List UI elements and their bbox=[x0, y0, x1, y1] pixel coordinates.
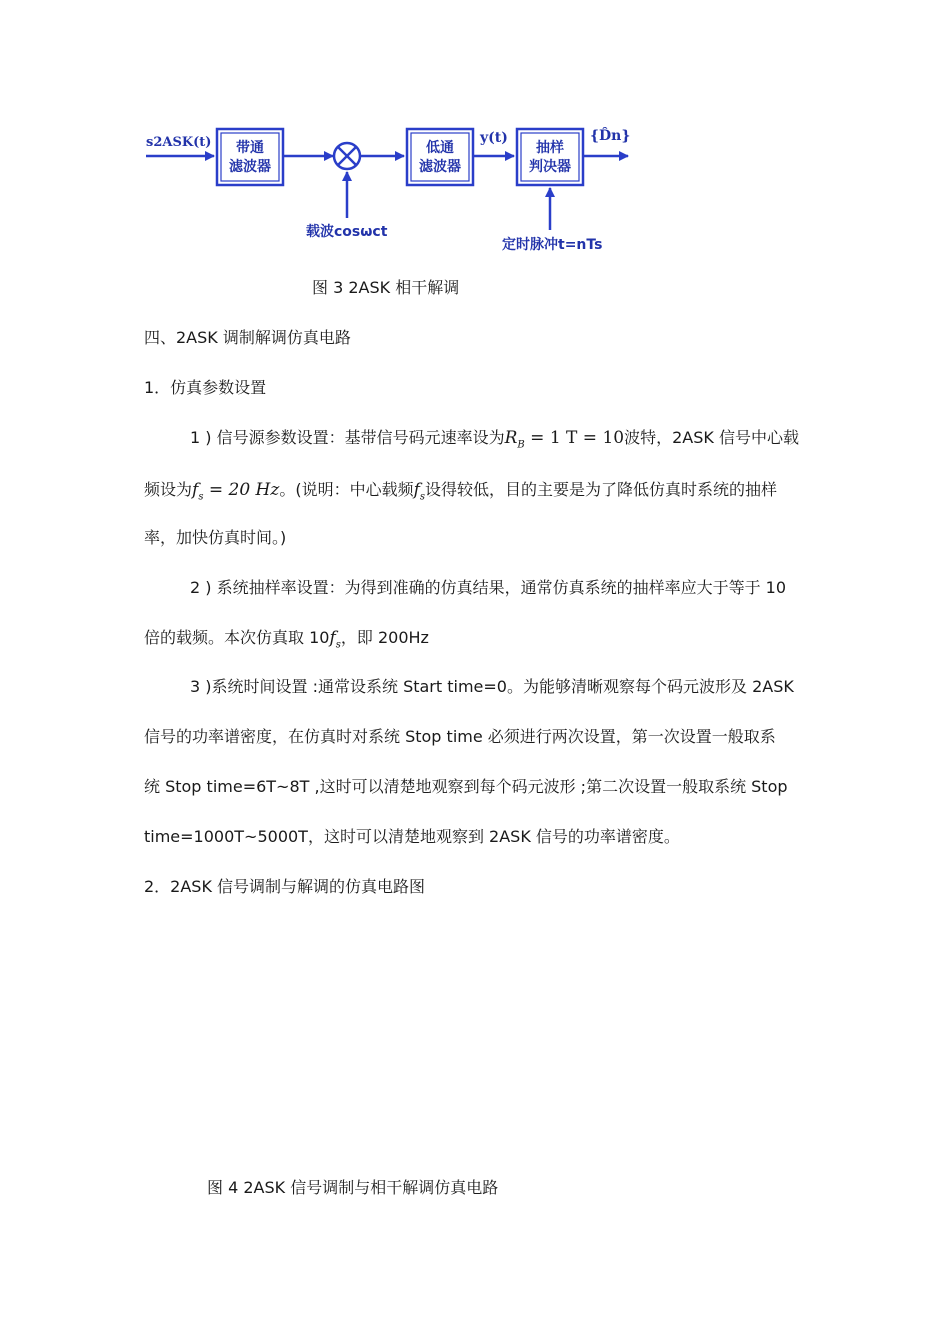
math-10fs: $f_s$ bbox=[329, 628, 341, 651]
sub2-title: 2．2ASK 信号调制与解调的仿真电路图 bbox=[144, 877, 426, 896]
math-rb: $R_B = 1$ T = 10 bbox=[504, 428, 625, 451]
lowpass-filter-box bbox=[407, 129, 473, 185]
section4-title: 四、2ASK 调制解调仿真电路 bbox=[144, 328, 351, 347]
box2-line1: 低通 bbox=[426, 140, 454, 156]
p2-line2: 倍的载频。本次仿真取 $10f_s$，即 200Hz bbox=[144, 628, 429, 651]
pulse-label: 定时脉冲t=nTs bbox=[502, 237, 603, 253]
math-fs-20: $f_s = 20$ Hz bbox=[192, 480, 280, 503]
p1-line1: 1 ) 信号源参数设置：基带信号码元速率设为$R_B = 1$ T = 10波特，2ASK 信号中心载 bbox=[190, 428, 799, 451]
box1-line2: 滤波器 bbox=[229, 159, 271, 175]
carrier-label: 载波cosωct bbox=[306, 224, 388, 240]
p3-line3: 统 Stop time=6T~8T ,这时可以清楚地观察到每个码元波形 ;第二次设置一般取系统 Stop bbox=[144, 777, 788, 796]
coherent-demod-diagram bbox=[140, 110, 640, 260]
sample-decision-box bbox=[517, 129, 583, 185]
box1-line1: 带通 bbox=[236, 140, 264, 156]
box2-line2: 滤波器 bbox=[419, 159, 461, 175]
p3-line1: 3 )系统时间设置 :通常设系统 Start time=0。为能够清晰观察每个码元波形及 2ASK bbox=[190, 677, 794, 696]
box3-line2: 判决器 bbox=[529, 159, 571, 175]
sub1-title: 1．仿真参数设置 bbox=[144, 378, 267, 397]
output-label: {D̂n} bbox=[590, 128, 631, 144]
p2-line1: 2 ) 系统抽样率设置：为得到准确的仿真结果，通常仿真系统的抽样率应大于等于 10 bbox=[190, 578, 787, 597]
p1-line3: 率，加快仿真时间。) bbox=[144, 528, 287, 547]
p3-line2: 信号的功率谱密度，在仿真时对系统 Stop time 必须进行两次设置，第一次设置一般取系 bbox=[144, 727, 776, 746]
p3-line4: time=1000T~5000T，这时可以清楚地观察到 2ASK 信号的功率谱密度。 bbox=[144, 827, 680, 846]
p1-line2: 频设为$f_s = 20$ Hz。(说明：中心载频$f_s$设得较低，目的主要是为了降低仿真时系统的抽样 bbox=[144, 480, 778, 503]
fig3-caption: 图 3 2ASK 相干解调 bbox=[312, 278, 460, 297]
input-label: s2ASK(t) bbox=[146, 135, 212, 150]
fig4-caption: 图 4 2ASK 信号调制与相干解调仿真电路 bbox=[207, 1178, 499, 1197]
box3-line1: 抽样 bbox=[536, 140, 564, 156]
math-fs: $f_s$ bbox=[413, 480, 426, 503]
mid-label: y(t) bbox=[480, 130, 508, 146]
bandpass-filter-box bbox=[217, 129, 283, 185]
